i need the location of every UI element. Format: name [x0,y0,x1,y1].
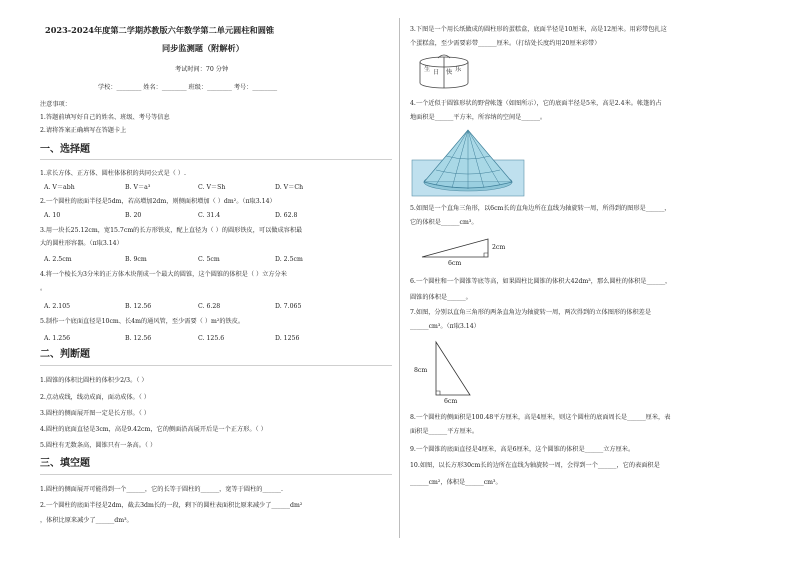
fill-item: 圆锥的体积是______。 [410,294,472,301]
section-heading-judge: 二、判断题 [40,349,90,360]
option: C. 31.4 [198,212,221,219]
option: B. 12.56 [125,335,152,342]
question-text: 2.一个圆柱的底面半径是5dm，若高增加2dm，则侧面积增加（ ）dm²。（π取3.14） [40,198,276,205]
fill-item: 个蛋糕盒，至少需要彩带______厘米。（打结处长度约用20厘米彩带） [410,40,601,47]
triangle-base-label: 6cm [448,260,462,267]
info-line: 学校：________ 姓名：________ 班级：________ 考号：________ [98,84,278,91]
question-text-cont: 大的圆柱形容器。（π取3.14） [40,240,123,247]
option: B. 12.56 [125,303,152,310]
triangle-base-label: 6cm [444,398,458,405]
question-text: 3.用一块长25.12cm，宽15.7cm的长方形铁皮，配上直径为（ ）的圆形铁皮，可以做成容积最 [40,227,303,234]
notes-item: 1.答题前填写好自己的姓名、班级、考号等信息 [40,114,170,121]
triangle-side-label: 2cm [492,244,506,251]
fill-item: 8.一个圆柱的侧面积是100.48平方厘米，高是4厘米，则这个圆柱的底面周长是______厘米，表 [410,414,671,421]
option: B. V＝a³ [125,184,151,191]
judge-item: 2.点动成线，线动成面，面动成体。（ ） [40,394,150,401]
triangle-figure-q7 [434,340,474,398]
judge-item: 5.圆柱有无数条高，圆锥只有一条高。（ ） [40,442,157,449]
option: C. V＝Sh [198,184,226,191]
question-text: 1.求长方体、正方体、圆柱体体积的共同公式是（ ）. [40,170,186,177]
notes-item: 2.请将答案正确填写在答题卡上 [40,127,127,134]
question-text-cont: 。 [40,285,47,292]
exam-time: 考试时间：70 分钟 [175,66,229,73]
option: D. 62.8 [275,212,298,219]
option: C. 125.6 [198,335,225,342]
section-heading-choice: 一、选择题 [40,144,90,155]
fill-item: ______cm²，体积是______cm³。 [410,479,502,486]
fill-item: 它的体积是______cm³。 [410,219,478,226]
column-divider [399,18,400,538]
fill-item: 10.如图，以长方形30cm长的边所在直线为轴旋转一周，会得到一个______，它的表面积是 [410,462,660,469]
page-title: 2023-2024年度第二学期苏教版六年数学第二单元圆柱和圆锥 [45,25,275,35]
option: D. V＝Ch [275,184,304,191]
judge-item: 4.圆柱的底面直径是3cm，高是9.42cm，它的侧面沿高展开后是一个正方形。（ ） [40,426,267,433]
option: A. 10 [44,212,61,219]
judge-item: 1.圆锥的体积比圆柱的体积少2/3。（ ） [40,377,148,384]
notes-heading: 注意事项： [40,101,71,108]
fill-item: 面积是______平方厘米。 [410,428,479,435]
section-underline [40,159,392,160]
option: C. 6.28 [198,303,221,310]
option: B. 20 [125,212,142,219]
fill-item: ______cm³。（π取3.14） [410,323,480,330]
section-underline [40,365,392,366]
cake-text: 日 [433,69,440,76]
fill-item: 5.如图是一个直角三角形，以6cm长的直角边所在直线为轴旋转一周，所得到的图形是______， [410,205,671,212]
question-text: 5.制作一个底面直径是10cm、长4m的通风管，至少需要（ ）m²的铁皮。 [40,318,245,325]
page-subtitle: 同步监测题（附解析） [162,43,244,53]
cake-text: 快 [446,69,453,76]
fill-item: 2.一个圆柱的底面半径是2dm，截去3dm长的一段，剩下的圆柱表面积比原来减少了______dm² [40,502,303,509]
option: C. 5cm [198,256,220,263]
option: A. 1.256 [44,335,71,342]
tent-figure [412,130,524,196]
option: B. 9cm [125,256,147,263]
fill-item: ，体积比原来减少了______dm³。 [40,517,133,524]
fill-item: 4.一个近似于圆锥形状的野营帐篷（如图所示），它的底面半径是5米，高是2.4米。帐篷的占 [410,100,662,107]
option: D. 7.065 [275,303,302,310]
section-heading-fill: 三、填空题 [40,458,90,469]
fill-item: 6.一个圆柱和一个圆锥等底等高，如果圆柱比圆锥的体积大42dm³，那么圆柱的体积是______， [410,278,672,285]
triangle-side-label: 8cm [414,367,428,374]
fill-item: 3.下图是一个用长纸做成的圆柱形的蛋糕盒，底面半径是10厘米，高是12厘米。用彩带包扎这 [410,26,667,33]
triangle-figure-q5 [422,237,492,259]
cake-text: 乐 [455,66,462,73]
option: D. 2.5cm [275,256,303,263]
fill-item: 地面积是______平方米，所容纳的空间是______。 [410,114,547,121]
cake-text: 生 [424,66,431,73]
judge-item: 3.圆柱的侧面展开图一定是长方形。（ ） [40,410,150,417]
option: A. V＝abh [44,184,75,191]
fill-item: 9.一个圆锥的底面直径是4厘米，高是6厘米，这个圆锥的体积是______立方厘米。 [410,446,635,453]
option: D. 1256 [275,335,300,342]
fill-item: 7.如图，分别以直角三角形的两条直角边为轴旋转一周，两次得到的立体图形的体积差是 [410,309,652,316]
option: A. 2.105 [44,303,71,310]
question-text: 4.将一个棱长为3分米的正方体木块削成一个最大的圆锥，这个圆锥的体积是（ ）立方分米 [40,271,287,278]
option: A. 2.5cm [44,256,72,263]
section-underline [40,474,392,475]
fill-item: 1.圆柱的侧面展开可能得到一个______，它的长等于圆柱的______，宽等于圆柱的______. [40,486,283,493]
